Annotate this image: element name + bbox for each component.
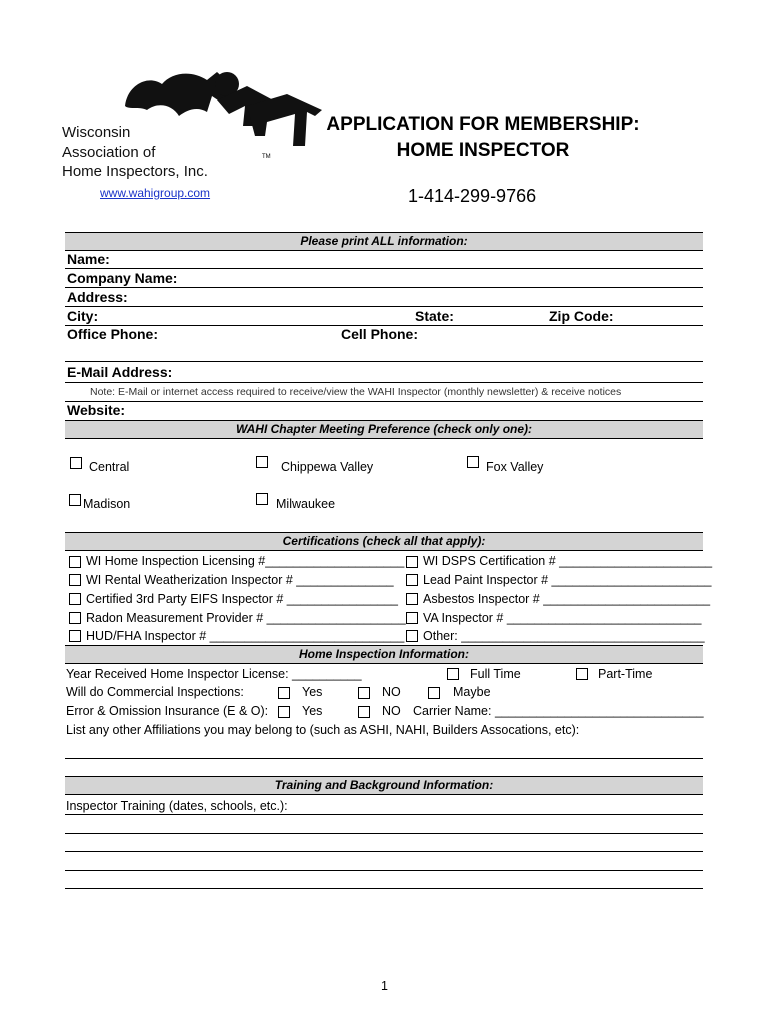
logo-line-3: Home Inspectors, Inc. — [62, 163, 208, 180]
state-label: State: — [415, 308, 454, 324]
part-time-label: Part-Time — [598, 667, 653, 681]
cert-hud-fha-checkbox[interactable] — [69, 630, 81, 642]
part-time-checkbox[interactable] — [576, 668, 588, 680]
eo-yes-label: Yes — [302, 704, 323, 718]
cert-rental-weatherization-label: WI Rental Weatherization Inspector # ______________ — [86, 573, 394, 587]
cert-dsps-checkbox[interactable] — [406, 556, 418, 568]
commercial-label: Will do Commercial Inspections: — [66, 685, 244, 699]
commercial-yes-label: Yes — [302, 685, 323, 699]
company-label: Company Name: — [67, 270, 178, 286]
training-label: Inspector Training (dates, schools, etc.): — [66, 799, 288, 813]
chippewa-valley-checkbox[interactable] — [256, 456, 268, 468]
eo-yes-checkbox[interactable] — [278, 706, 290, 718]
eo-insurance-label: Error & Omission Insurance (E & O): — [66, 704, 269, 718]
madison-label: Madison — [83, 497, 131, 511]
cert-radon-label: Radon Measurement Provider # ____________________ — [86, 611, 406, 625]
training-line-2[interactable] — [65, 833, 703, 834]
cert-home-inspection-label: WI Home Inspection Licensing #____________________ — [86, 554, 405, 568]
cert-other-label: Other: ___________________________________ — [423, 629, 705, 643]
carrier-name-label: Carrier Name: ______________________________ — [413, 704, 704, 718]
commercial-no-label: NO — [382, 685, 401, 699]
address-row[interactable] — [65, 288, 703, 307]
cert-va-checkbox[interactable] — [406, 612, 418, 624]
affiliations-line-1[interactable] — [65, 758, 703, 759]
contact-phone: 1-414-299-9766 — [408, 186, 537, 206]
commercial-maybe-checkbox[interactable] — [428, 687, 440, 699]
section-bar-training: Training and Background Information: — [65, 776, 703, 795]
commercial-yes-checkbox[interactable] — [278, 687, 290, 699]
training-line-1[interactable] — [65, 814, 703, 815]
cert-eifs-checkbox[interactable] — [69, 593, 81, 605]
section-bar-chapter: WAHI Chapter Meeting Preference (check only one): — [65, 420, 703, 439]
section-bar-home-inspection: Home Inspection Information: — [65, 645, 703, 664]
website-label: Website: — [67, 402, 126, 418]
affiliations-label: List any other Affiliations you may belong to (such as ASHI, NAHI, Builders Assocations, etc): — [66, 723, 580, 737]
section-bar-print: Please print ALL information: — [65, 232, 703, 251]
milwaukee-label: Milwaukee — [276, 497, 336, 511]
cert-va-label: VA Inspector # ____________________________ — [423, 611, 702, 625]
name-label: Name: — [67, 251, 110, 267]
fox-valley-label: Fox Valley — [486, 460, 544, 474]
milwaukee-checkbox[interactable] — [256, 493, 268, 505]
logo-graphic — [117, 66, 332, 156]
year-license-label: Year Received Home Inspector License: __________ — [66, 667, 362, 681]
central-checkbox[interactable] — [70, 457, 82, 469]
zip-label: Zip Code: — [549, 308, 614, 324]
cert-radon-checkbox[interactable] — [69, 612, 81, 624]
cert-asbestos-label: Asbestos Inspector # ________________________ — [423, 592, 711, 606]
logo-line-2: Association of — [62, 144, 156, 161]
training-line-3[interactable] — [65, 851, 703, 852]
chippewa-valley-label: Chippewa Valley — [281, 460, 374, 474]
office-phone-label: Office Phone: — [67, 326, 159, 342]
address-label: Address: — [67, 289, 128, 305]
full-time-checkbox[interactable] — [447, 668, 459, 680]
section-bar-certifications: Certifications (check all that apply): — [65, 532, 703, 551]
logo-line-1: Wisconsin — [62, 124, 131, 141]
trademark: TM — [262, 154, 271, 160]
full-time-label: Full Time — [470, 667, 521, 681]
name-row[interactable] — [65, 250, 703, 269]
cert-lead-paint-checkbox[interactable] — [406, 574, 418, 586]
commercial-maybe-label: Maybe — [453, 685, 491, 699]
page-number: 1 — [381, 979, 388, 993]
email-note: Note: E-Mail or internet access required to receive/view the WAHI Inspector (monthly newsletter) & receive notices — [90, 386, 622, 398]
fox-valley-checkbox[interactable] — [467, 456, 479, 468]
website-link[interactable]: www.wahigroup.com — [100, 186, 211, 200]
email-label: E-Mail Address: — [67, 364, 173, 380]
training-line-4[interactable] — [65, 870, 703, 871]
cert-other-checkbox[interactable] — [406, 630, 418, 642]
cert-lead-paint-label: Lead Paint Inspector # _______________________ — [423, 573, 712, 587]
cert-eifs-label: Certified 3rd Party EIFS Inspector # ________________ — [86, 592, 399, 606]
website-row[interactable] — [65, 401, 703, 421]
wahi-logo — [62, 66, 282, 186]
eo-no-label: NO — [382, 704, 401, 718]
cert-asbestos-checkbox[interactable] — [406, 593, 418, 605]
cert-home-inspection-checkbox[interactable] — [69, 556, 81, 568]
cert-dsps-label: WI DSPS Certification # ______________________ — [423, 554, 713, 568]
central-label: Central — [89, 460, 130, 474]
form-title-line-2: HOME INSPECTOR — [396, 140, 570, 161]
city-label: City: — [67, 308, 99, 324]
form-title-line-1: APPLICATION FOR MEMBERSHIP: — [326, 114, 640, 135]
cert-rental-weatherization-checkbox[interactable] — [69, 574, 81, 586]
eo-no-checkbox[interactable] — [358, 706, 370, 718]
cert-hud-fha-label: HUD/FHA Inspector # ____________________________ — [86, 629, 405, 643]
training-line-5[interactable] — [65, 888, 703, 889]
commercial-no-checkbox[interactable] — [358, 687, 370, 699]
madison-checkbox[interactable] — [69, 494, 81, 506]
cell-phone-label: Cell Phone: — [341, 326, 419, 342]
